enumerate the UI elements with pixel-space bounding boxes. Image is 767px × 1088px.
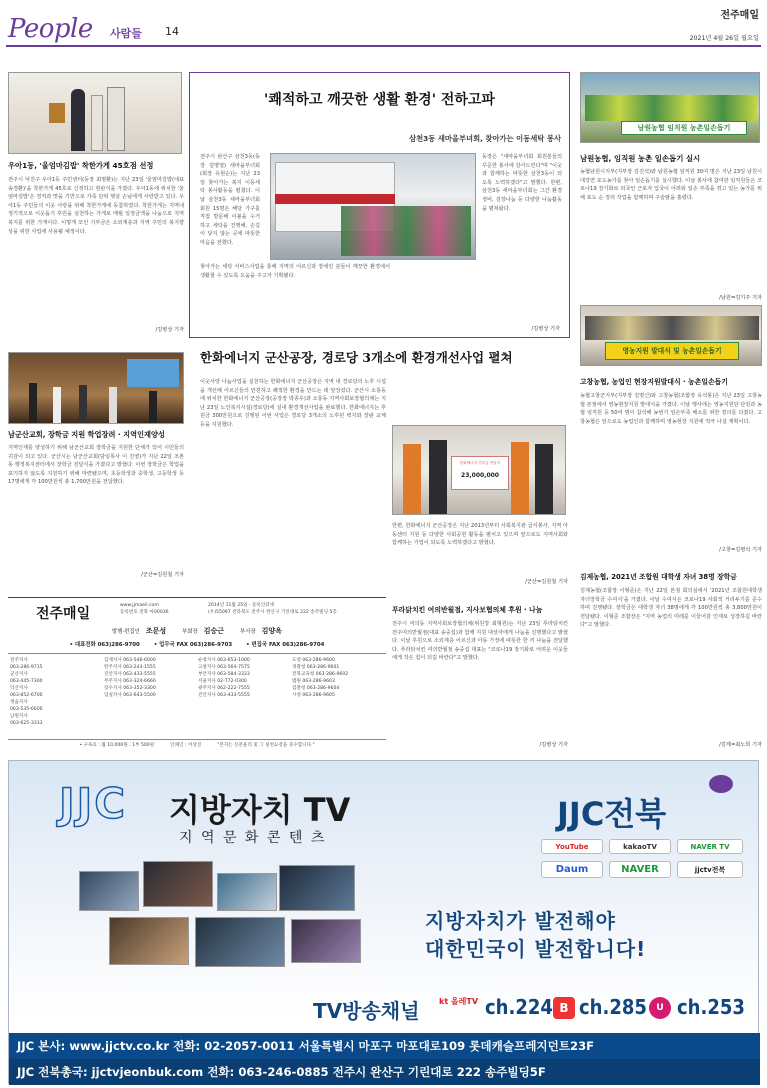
photo-person: [403, 444, 421, 514]
byline: /군산=김원철 기자: [525, 579, 568, 585]
article-body: 농협고창군지부(지부장 김명신)와 고창농협(조합장 유석봉)은 지난 23일 고창농협 본점에서 영농현장지원 발대식을 가졌다. 이날 행사에는 영농지원단 단원과 농협 임직원 등 50여 명이 참석해 농번기 일손부족 해소를 위한 결의를 다졌다. 고창농협은 앞으로도 농업인과 함께하며 영농현장 지원에 적극 나설 계획이다.: [580, 393, 762, 425]
bureau-line: 063-625-3333: [10, 721, 43, 726]
imprint-phones: [8, 640, 386, 650]
main-phone: • 대표전화 063)286-9700: [69, 642, 140, 648]
photo-person: [29, 383, 37, 423]
feature-subtitle: 삼천3동 새마을부녀회, 찾아가는 이동세탁 봉사: [409, 134, 561, 143]
article-body: 전주시 여의동 지역사회보장협의체(위원장 최형원)는 지난 23일 푸라닭치킨 전주여의반월점(대표 송중섭)과 함께 지원 대상자에게 나눔을 진행했다고 밝혔다. 이날 후원으로 소외계층 어르신과 아동 가정에 따뜻한 한 끼 나눔을 전달했다. 푸라닭치킨 여의반월점 송중섭 대표는 "코로나19 장기화로 어려운 이웃들에게 작은 힘이 되길 바란다"고 말했다.: [392, 621, 568, 662]
editor-name: 김양옥: [261, 627, 282, 635]
imprint-rule: [8, 653, 386, 654]
bureau-line: 김제지사 063-546-6000: [104, 658, 156, 663]
service-daum: [541, 861, 603, 878]
service-jjctv: [677, 861, 743, 878]
photo-group: [585, 95, 757, 121]
printer: 인쇄인 : 이상진: [170, 743, 202, 748]
photo-person: [109, 387, 117, 423]
editorial-fax: • 편집국 FAX 063)286-9704: [246, 642, 325, 648]
bureau-line: 063-286-9715: [10, 665, 43, 670]
kt-logo: kt 올레TV: [439, 997, 479, 1006]
article-body: 동장은 "새마을부녀회 회원분들의 꾸준한 봉사에 감사드린다"며 "이웃과 함께하는 따뜻한 삼천3동이 되도록 노력하겠다"고 말했다. 한편, 삼천3동 새마을부녀회는 그간 환경정비, 김장나눔 등 다양한 나눔활동을 펼쳐왔다.: [482, 154, 562, 212]
photo-screen: [127, 359, 179, 387]
headline-south-gunsan-church: 남군산교회, 장학금 지원 학업장려 · 지역인재양성: [8, 430, 165, 439]
photo-laundry-truck: [270, 153, 476, 260]
masthead: [0, 0, 767, 48]
article-body: 전주시 덕진구 우아1동 주민센터(동장 최명환)는 지난 23일 '울엄마김밥(대표 송경환)'을 착한가게 45호로 신정하고 현판식을 가졌다. 우아1동에 위치한 '울엄마김밥'은 정직과 맛을 기반으로 가족 단위 햇살 손님에게 사랑받고 있다. 우아1동 주민들의 이웃 사랑을 위해 착한가게에 동참하였다. 착한가게는 지역내 정기적으로 이웃돕기 후원을 실천하는 가게로 매월 일정금액을 나눔으로 지역 복지를 위한 가게이다. 이렇게 모인 기부금은 소외계층과 지역 주민의 복지향상을 위한 사업에 사용될 예정이다.: [8, 177, 184, 235]
bureau-line: 063-852-6700: [10, 693, 43, 698]
photo-namwon-nh: [580, 72, 760, 143]
headline-gimje: 김제농협, 2021년 조합원 대학생 자녀 38명 장학금: [580, 573, 737, 581]
bureau-line: 남원지사: [10, 714, 28, 719]
article-body: 지역인재를 양성하기 위해 남군산교회 장학금을 지원한 단체가 있어 시민들의 귀감이 되고 있다. 군산시는 남군산교회(담임목사 이 진영)가 지난 22일 조촌동 행정복지센터에서 장학금 전달식을 가졌다고 밝혔다. 이번 장학금은 학업을 포기하지 않도록 지원하기 위해 마련됐으며, 초등학생과 중학생, 고등학생 등 17명에게 각 100만원씩 총 1,700만원을 전달했다.: [8, 445, 184, 486]
bureau-line: 전주지사: [10, 658, 28, 663]
ad-slogan-1: 지방자치가 발전해야: [425, 909, 616, 933]
bureau-line: 법원 063-286-9603: [292, 679, 335, 684]
bureau-line: 정읍지사: [10, 700, 28, 705]
imprint-reg: 등록번호 전북 아00036: [120, 610, 169, 615]
service-naver: [609, 861, 671, 878]
imprint-rule: [8, 597, 386, 598]
article-body: 김제농협(조합장 이형준)은 지난 22일 본점 회의실에서 '2021년 조합원대학생 자녀장학금 수여식'을 가졌다. 이날 수여식은 코로나19 사회적 거리두기를 준수하며 진행됐다. 장학금은 대학생 자녀 38명에게 각 100만원씩 총 3,800만원이 전달됐다. 이형준 조합장은 "지역 농업의 미래를 이끌어갈 인재로 성장하길 바란다"고 말했다.: [580, 588, 762, 629]
byline: /김병상 기자: [539, 742, 568, 748]
bureau-line: 익산지사: [10, 686, 28, 691]
imprint-people: [8, 625, 386, 637]
screen-thumb: [79, 871, 139, 911]
ad-footer-hq: [9, 1033, 760, 1059]
bureau-col-1: [10, 657, 100, 727]
service-label: jjctv전북: [694, 865, 726, 874]
page-number: 14: [165, 25, 179, 38]
publisher-name: 조문성: [145, 627, 167, 635]
byline: /남원=김기주 기자: [719, 295, 762, 301]
screen-thumb: [143, 861, 213, 907]
bureau-line: 도청 063-286-9600: [292, 658, 335, 663]
masthead-rule: [6, 45, 761, 47]
service-youtube: [541, 839, 603, 854]
screen-thumb: [291, 919, 361, 963]
footer-text: JJC 본사: www.jjctv.co.kr 전화: 02-2057-0011 서울특별시 마포구 마포대로109 롯데캐슬프레지던트23F: [17, 1039, 595, 1053]
service-label: kakaoTV: [623, 842, 657, 851]
editor-label: 부사장: [240, 629, 256, 635]
bureau-line: 광주지사 062-222-7555: [198, 686, 250, 691]
channel-kt: ch.224: [485, 995, 553, 1019]
lguplus-icon: U: [649, 997, 671, 1019]
footer-text: JJC 전북총국: jjctvjeonbuk.com 전화: 063-246-0885 전주시 완산구 기린대로 222 송주빌딩5F: [17, 1065, 546, 1079]
bureau-line: 군산지사: [10, 672, 28, 677]
screen-collage: [79, 861, 379, 971]
ad-subtitle: 지 역 문 화 콘 텐 츠: [179, 830, 327, 846]
headline-hanwha: 한화에너지 군산공장, 경로당 3개소에 환경개선사업 펼쳐: [200, 350, 513, 365]
byline: /김제=최노희 기자: [719, 742, 762, 748]
publisher-label: 발행·편집인: [112, 629, 140, 635]
imprint-address: (우)55097 전라북도 전주시 완산구 기린대로 222 송주빌딩 5층: [208, 610, 337, 615]
bureau-line: 경찰청 063-286-9601: [292, 665, 340, 670]
photo-person: [91, 95, 103, 151]
photo-volunteers: [341, 206, 471, 256]
ad-title: 지방자치 TV: [169, 791, 351, 829]
bureau-line: 임실지사 063-643-5500: [104, 693, 156, 698]
vp-name: 김승근: [203, 627, 225, 635]
headline-chicken: 푸라닭치킨 여의반월점, 지사보협의체 후원 · 나눔: [392, 606, 543, 614]
donation-banner: 한화에너지 기부금 전달식: [459, 461, 501, 465]
headline-woo-a: 우아1동, '울엄마김밥' 착한가게 45호점 선정: [8, 161, 154, 170]
nh-banner: 영농지원 발대식 및 농촌일손돕기: [605, 342, 739, 360]
photo-donation: [392, 425, 566, 515]
bureau-line: 무주지사 063-324-6666: [104, 679, 156, 684]
photo-person: [535, 444, 553, 514]
channel-lg: ch.253: [677, 995, 745, 1019]
screen-thumb: [217, 873, 277, 911]
ad-slogan-2: 대한민국이 발전합니다!: [425, 937, 647, 961]
donation-board: [451, 456, 509, 490]
photo-truck-stripe: [275, 194, 395, 204]
bureau-col-4: [292, 657, 386, 699]
byline: /군산=김원철 기자: [141, 572, 184, 578]
ad-brand: JJC: [59, 779, 128, 828]
photo-person: [511, 442, 529, 514]
service-label: YouTube: [555, 842, 589, 851]
byline: /김병상 기자: [155, 327, 184, 333]
service-label: Daum: [555, 864, 589, 875]
subscription-price: • 구독료 : 월 10,000원 , 1부 500원: [79, 743, 155, 748]
issue-date: 2021년 4월 26일 월요일: [689, 35, 759, 42]
jjc-jeonbuk-logo: JJC전북: [557, 795, 667, 833]
feature-headline: '쾌적하고 깨끗한 생활 환경' 전하고파: [264, 92, 495, 108]
tv-badge-icon: [709, 775, 733, 793]
photo-person: [149, 391, 157, 423]
bureau-line: 서울지사 02-772-0300: [198, 679, 247, 684]
photo-plaque: [49, 103, 65, 123]
photo-person: [71, 89, 85, 151]
article-body: 한편, 한화에너지 군산공장은 지난 2013년부터 사회복지관 급식봉사, 지역 아동센터 지원 등 다양한 사회공헌 활동을 펼치고 있으며 앞으로도 지역사회와 함께하는 기업이 되도록 노력하겠다고 밝혔다.: [392, 523, 568, 547]
article-body: 찾아가는 세탁 서비스사업을 통해 지역의 어르신과 장애인 분들이 깨끗한 환경에서 생활할 수 있도록 도움을 주고자 기획됐다.: [200, 264, 390, 279]
bureau-line: 진안지사 063-433-5555: [104, 672, 156, 677]
photo-person: [53, 387, 61, 423]
byline: /고창=김병석 기자: [719, 547, 762, 553]
office-fax: • 업무국 FAX 063)286-9703: [153, 642, 233, 648]
bureau-line: 고창지사 063-564-7575: [198, 665, 250, 670]
bureau-line: 063-535-6600: [10, 707, 43, 712]
headline-namwon: 남원농협, 임직원 농촌 일손돕기 실시: [580, 154, 701, 163]
imprint-footer: [8, 739, 386, 749]
photo-person: [429, 440, 447, 514]
bureau-line: 063-445-7300: [10, 679, 43, 684]
bureau-line: 부안지사 063-584-3333: [198, 672, 250, 677]
photo-person: [107, 87, 125, 151]
nh-banner: 남원농협 임직원 농촌일손돕기: [621, 121, 747, 135]
section-subtitle: 사람들: [110, 27, 142, 40]
screen-thumb: [109, 917, 189, 965]
ad-footer-jeonbuk: [9, 1059, 760, 1085]
bureau-line: 검찰청 063-286-9604: [292, 686, 340, 691]
article-body: 농협남원시지부(지부장 김진석)와 남원농협 임직원 30여 명은 지난 23일 남원시 대강면 포도농가를 찾아 일손돕기를 실시했다. 이날 봉사에 참여한 임직원들은 코로나19 장기화로 외국인 근로자 입국이 어려워 일손 부족을 겪고 있는 농가를 위해 포도 순 정리 작업을 함께하며 구슬땀을 흘렸다.: [580, 169, 762, 201]
ethics-note: "본지는 신문윤리 및 그 실천요강을 준수합니다.": [217, 743, 315, 748]
screen-thumb: [195, 917, 285, 967]
bureau-col-3: [198, 657, 292, 699]
service-kakaotv: [609, 839, 671, 854]
service-label: NAVER: [621, 864, 659, 875]
section-title: People: [8, 14, 93, 44]
imprint-site: www.jjmaeil.com: [120, 603, 159, 608]
service-label: NAVER TV: [690, 842, 730, 851]
vp-label: 부회장: [182, 629, 198, 635]
donation-amount: 23,000,000: [461, 472, 499, 479]
imprint-reg-date: 2014년 11월 25일 · 등록인터넷: [208, 603, 275, 608]
bureau-col-2: [104, 657, 198, 699]
bureau-line: 장수지사 063-352-3300: [104, 686, 156, 691]
photo-kimbap-shop: [8, 72, 182, 154]
screen-thumb: [279, 865, 355, 911]
service-navertv: [677, 839, 743, 854]
article-body: 이웃사랑 나눔사업을 실천하는 한화에너지 군산공장은 지역 내 경로당의 노후 시설을 개선해 어르신들의 안전하고 쾌적한 환경을 만드는 데 앞장섰다. 군산시 소룡동에 위치한 한화에너지 군산공장(공장장 박종우)과 소룡동 지역사회보장협의체는 지난 23일 노인복지시설(경로당)에 실내 환경개선사업을 완료했다. 한화에너지는 후원금 300만원으로 진행된 이번 사업은 경로당 3개소의 노후된 벽지와 장판 교체 등을 지원했다.: [200, 379, 386, 428]
btv-icon: B: [553, 997, 575, 1019]
jjc-tv-ad: [8, 760, 759, 1084]
bureau-line: 전북교육청 063-286-9602: [292, 672, 349, 677]
bureau-line: 시청 063-286-9605: [292, 693, 335, 698]
feature-box: [189, 72, 570, 338]
photo-group: [585, 316, 759, 340]
paper-name: 전주매일: [720, 10, 759, 21]
photo-scholarship: [8, 352, 184, 424]
headline-gochang: 고창농협, 농업인 현장지원발대식 · 농촌일손돕기: [580, 378, 728, 386]
imprint-logo: 전주매일: [36, 606, 91, 622]
channel-btv: ch.285: [579, 995, 647, 1019]
article-body: 전주시 완산구 삼천3동(동장 김명열) 새마을부녀회(회장 유현순)는 지난 23일 찾아가는 복지 이동세탁 봉사활동을 펼쳤다. 이날 삼천3동 새마을부녀회 회원 15명은 해당 가구를 직접 방문해 이불을 수거하고 세탁을 진행해, 손길이 닿지 않는 곳에 따뜻한 마음을 전했다.: [200, 154, 260, 246]
channels-label: TV방송채널: [313, 999, 420, 1023]
bureau-line: 진안지사 063-433-5555: [198, 693, 250, 698]
imprint-box: [8, 597, 386, 753]
photo-gochang-nh: [580, 305, 762, 366]
photo-person: [79, 385, 87, 423]
byline: /김병상 기자: [531, 326, 560, 332]
bureau-line: 순창지사 063-653-1000: [198, 658, 250, 663]
bureau-line: 완주지사 063-243-1555: [104, 665, 156, 670]
